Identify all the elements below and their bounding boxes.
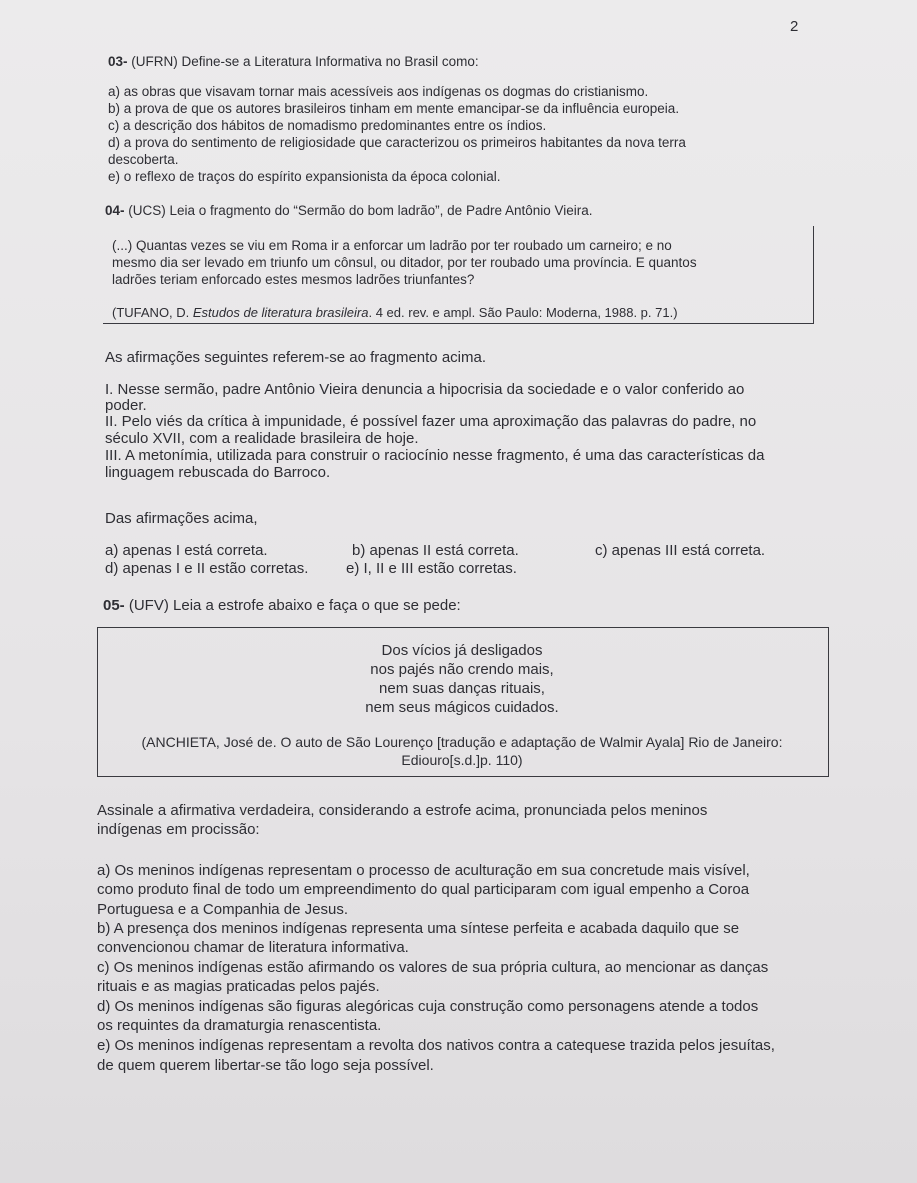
q03-option-c: c) a descrição dos hábitos de nomadismo predominantes entre os índios. bbox=[108, 118, 547, 133]
q05-prompt-line-2: indígenas em procissão: bbox=[97, 821, 260, 838]
q05-option-c-cont: rituais e as magias praticadas pelos pajés. bbox=[97, 978, 380, 995]
q04-stem bbox=[105, 203, 593, 219]
q03-option-e: e) o reflexo de traços do espírito expansionista da época colonial. bbox=[108, 169, 501, 184]
q04-statement-1: I. Nesse sermão, padre Antônio Vieira denuncia a hipocrisia da sociedade e o valor conferido ao bbox=[105, 381, 745, 398]
q04-citation-prefix: (TUFANO, D. bbox=[112, 305, 193, 320]
q05-option-d: d) Os meninos indígenas são figuras alegóricas cuja construção como personagens atende a todos bbox=[97, 998, 759, 1015]
q05-citation-line-2: Ediouro[s.d.]p. 110) bbox=[401, 752, 523, 768]
q04-statement-3-cont: linguagem rebuscada do Barroco. bbox=[105, 464, 331, 481]
q05-option-d-cont: os requintes da dramaturgia renascentista. bbox=[97, 1017, 382, 1034]
q04-statement-3: III. A metonímia, utilizada para construir o raciocínio nesse fragmento, é uma das características da bbox=[105, 447, 765, 464]
q03-option-d: d) a prova do sentimento de religiosidade que caracterizou os primeiros habitantes da nova terra bbox=[108, 135, 686, 150]
q03-option-b: b) a prova de que os autores brasileiros tinham em mente emancipar-se da influência europeia. bbox=[108, 101, 680, 116]
q05-poem-line-4: nem seus mágicos cuidados. bbox=[365, 699, 559, 716]
q03-stem-text: (UFRN) Define-se a Literatura Informativa no Brasil como: bbox=[131, 54, 479, 69]
q04-option-b: b) apenas II está correta. bbox=[352, 542, 519, 559]
q04-citation-title: Estudos de literatura brasileira bbox=[192, 305, 369, 320]
q04-option-d: d) apenas I e II estão corretas. bbox=[105, 560, 309, 577]
q05-option-b-cont: convencionou chamar de literatura informativa. bbox=[97, 939, 409, 956]
q05-stem bbox=[103, 596, 461, 615]
q05-option-a-cont-2: Portuguesa e a Companhia de Jesus. bbox=[97, 901, 348, 918]
q04-option-c: c) apenas III está correta. bbox=[595, 542, 766, 559]
q04-number: 04- bbox=[105, 203, 125, 218]
q03-stem bbox=[108, 54, 479, 70]
q04-citation bbox=[112, 305, 678, 321]
q03-number: 03- bbox=[108, 54, 128, 69]
q05-number: 05- bbox=[103, 597, 125, 614]
q04-statement-2: II. Pelo viés da crítica à impunidade, é possível fazer uma aproximação das palavras do padre, no bbox=[105, 413, 757, 430]
page-number: 2 bbox=[790, 18, 799, 35]
q05-option-e: e) Os meninos indígenas representam a revolta dos nativos contra a catequese trazida pelos jesuítas, bbox=[97, 1037, 775, 1054]
q05-option-a: a) Os meninos indígenas representam o processo de aculturação em sua concretude mais visível, bbox=[97, 862, 750, 879]
q04-option-a: a) apenas I está correta. bbox=[105, 542, 268, 559]
q05-option-a-cont-1: como produto final de todo um empreendimento do qual participaram com igual empenho a Coroa bbox=[97, 881, 750, 898]
q04-statement-2-cont: século XVII, com a realidade brasileira de hoje. bbox=[105, 430, 419, 447]
q04-intro: As afirmações seguintes referem-se ao fragmento acima. bbox=[105, 349, 486, 366]
q05-citation-line-1: (ANCHIETA, José de. O auto de São Lourenço [tradução e adaptação de Walmir Ayala] Rio de Janeiro: bbox=[141, 734, 783, 750]
q04-quote-line-3: ladrões teriam enforcado estes mesmos ladrões triunfantes? bbox=[112, 272, 475, 287]
q04-stem-text: (UCS) Leia o fragmento do “Sermão do bom ladrão”, de Padre Antônio Vieira. bbox=[128, 203, 593, 218]
q03-option-a: a) as obras que visavam tornar mais acessíveis aos indígenas os dogmas do cristianismo. bbox=[108, 84, 649, 99]
q05-poem-line-1: Dos vícios já desligados bbox=[381, 642, 543, 659]
q05-prompt-line-1: Assinale a afirmativa verdadeira, considerando a estrofe acima, pronunciada pelos meninos bbox=[97, 802, 708, 819]
q05-option-c: c) Os meninos indígenas estão afirmando os valores de sua própria cultura, ao mencionar as danças bbox=[97, 959, 769, 976]
q05-poem-line-3: nem suas danças rituais, bbox=[379, 680, 545, 697]
q04-quote-line-1: (...) Quantas vezes se viu em Roma ir a enforcar um ladrão por ter roubado um carneiro; e no bbox=[112, 238, 672, 253]
q04-citation-suffix: . 4 ed. rev. e ampl. São Paulo: Moderna, 1988. p. 71.) bbox=[368, 305, 678, 320]
q04-statement-1-cont: poder. bbox=[105, 397, 147, 414]
q05-poem-line-2: nos pajés não crendo mais, bbox=[370, 661, 554, 678]
q04-prompt: Das afirmações acima, bbox=[105, 510, 258, 527]
q05-option-b: b) A presença dos meninos indígenas representa uma síntese perfeita e acabada daquilo que se bbox=[97, 920, 740, 937]
q04-option-e: e) I, II e III estão corretas. bbox=[346, 560, 517, 577]
q05-option-e-cont: de quem querem libertar-se tão logo seja possível. bbox=[97, 1057, 434, 1074]
q04-quote-line-2: mesmo dia ser levado em triunfo um cônsul, ou ditador, por ter roubado uma província. E quantos bbox=[112, 255, 697, 270]
q03-option-d-cont: descoberta. bbox=[108, 152, 179, 167]
q05-stem-text: (UFV) Leia a estrofe abaixo e faça o que se pede: bbox=[128, 597, 461, 614]
